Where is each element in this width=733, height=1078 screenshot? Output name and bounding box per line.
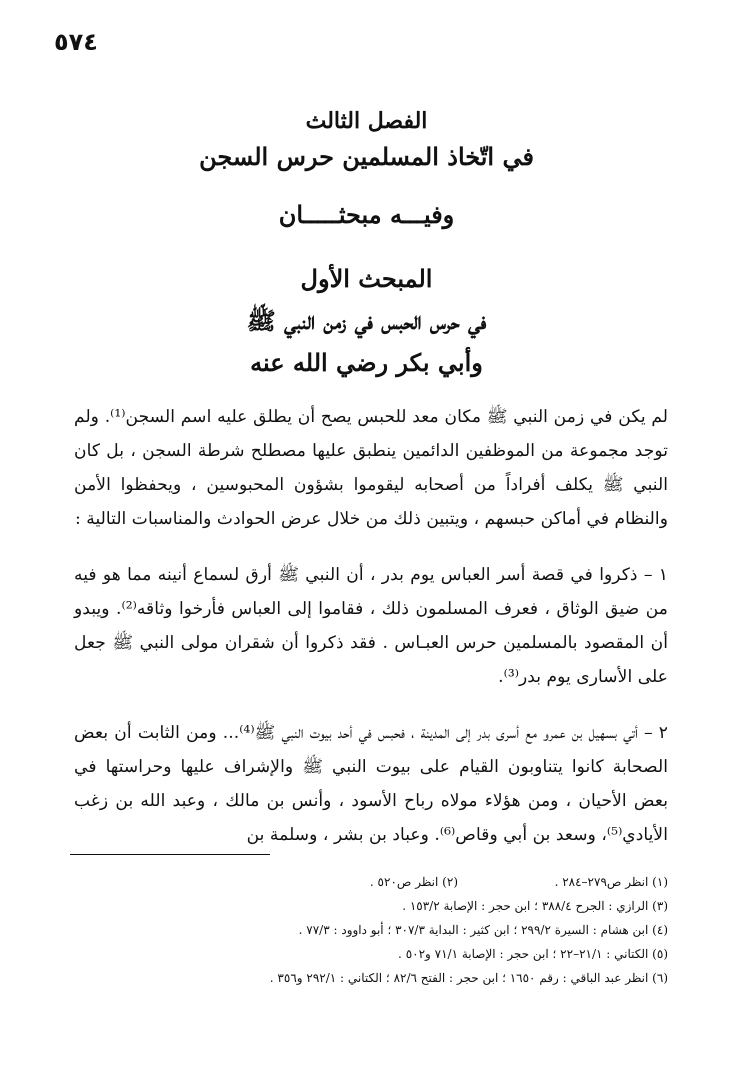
paragraph-item-1: ١ – ذكروا في قصة أسر العباس يوم بدر ، أن النبي ﷺ أرق لسماع أنينه مما هو فيه من ضيق الوثاق ، فعرف المسلمون ذلك ، فقاموا إلى العباس فأرخوا وثاقه⁽²⁾. ويبدو أن المقصود بالمسلمين حرس العبـاس . فقد ذكروا أن شقران مولى النبي ﷺ جعل على الأسارى يوم بدر⁽³⁾. xyxy=(74,565,668,687)
section-heading: المبحث الأول xyxy=(300,264,433,293)
paragraph-intro: لم يكن في زمن النبي ﷺ مكان معد للحبس يصح أن يطلق عليه اسم السجن⁽¹⁾. ولم توجد مجموعة من الموظفين الدائمين ينطبق عليها مصطلح شرطة السجن ، بل كان النبي ﷺ يكلف أفراداً من أصحابه ليقوموا بشؤون المحبوسين ، ويحفظوا الأمن والنظام في أماكن حبسهم ، ويتبين ذلك من خلال عرض الحوادث والمناسبات التالية : xyxy=(74,407,669,529)
page-number: ٥٧٤ xyxy=(54,28,98,56)
footnote-row-1 xyxy=(74,870,668,894)
paragraph-item-2: ٢ – أتي بسهيل بن عمرو مع أسرى بدر إلى المدينة ، فحبس في أحد بيوت النبي ﷺ⁽⁴⁾... ومن الثابت أن بعض الصحابة كانوا يتناوبون القيام على بيوت النبي ﷺ والإشراف عليها وحراستها في بعض الأحيان ، ومن هؤلاء مولاه رباح الأسود ، وأنس بن مالك ، وعبد الله بن زغب الأيادي⁽⁵⁾، وسعد بن أبي وقاص⁽⁶⁾. وعباد بن بشر ، وسلمة بن xyxy=(74,723,668,845)
footnote-2: (٢) انظر ص٥٢٠ . xyxy=(369,875,458,889)
footnote-3: (٣) الرازي : الجرح ٣٨٨/٤ ؛ ابن حجر : الإصابة ١٥٣/٢ . xyxy=(402,899,668,913)
section-title-line-2: وأبي بكر رضي الله عنه xyxy=(250,348,483,377)
body-text xyxy=(74,400,668,852)
footnote-4: (٤) ابن هشام : السيرة ٢٩٩/٢ ؛ ابن كثير : البداية ٣٠٧/٣ ؛ أبو داوود : ٧٧/٣ . xyxy=(298,923,668,937)
footnote-1: (١) انظر ص٢٧٩–٢٨٤ . xyxy=(554,875,668,889)
footnote-5: (٥) الكتاني : ٢١/١–٢٢ ؛ ابن حجر : الإصابة ٧١/١ و٥٠٢ . xyxy=(398,947,668,961)
sections-count-heading: وفيـــه مبحثـــــان xyxy=(278,200,455,229)
chapter-heading: الفصل الثالث xyxy=(305,108,428,134)
footnote-6: (٦) انظر عبد الباقي : رقم ١٦٥٠ ؛ ابن حجر : الفتح ٨٢/٦ ؛ الكتاني : ٢٩٢/١ و٣٥٦ . xyxy=(269,971,668,985)
footnote-separator xyxy=(70,854,270,855)
section-title-line-1: في حرس الحبس في زمن النبي ﷺ xyxy=(246,306,487,335)
footnotes xyxy=(74,870,668,990)
chapter-title: في اتّخاذ المسلمين حرس السجن xyxy=(199,142,534,171)
